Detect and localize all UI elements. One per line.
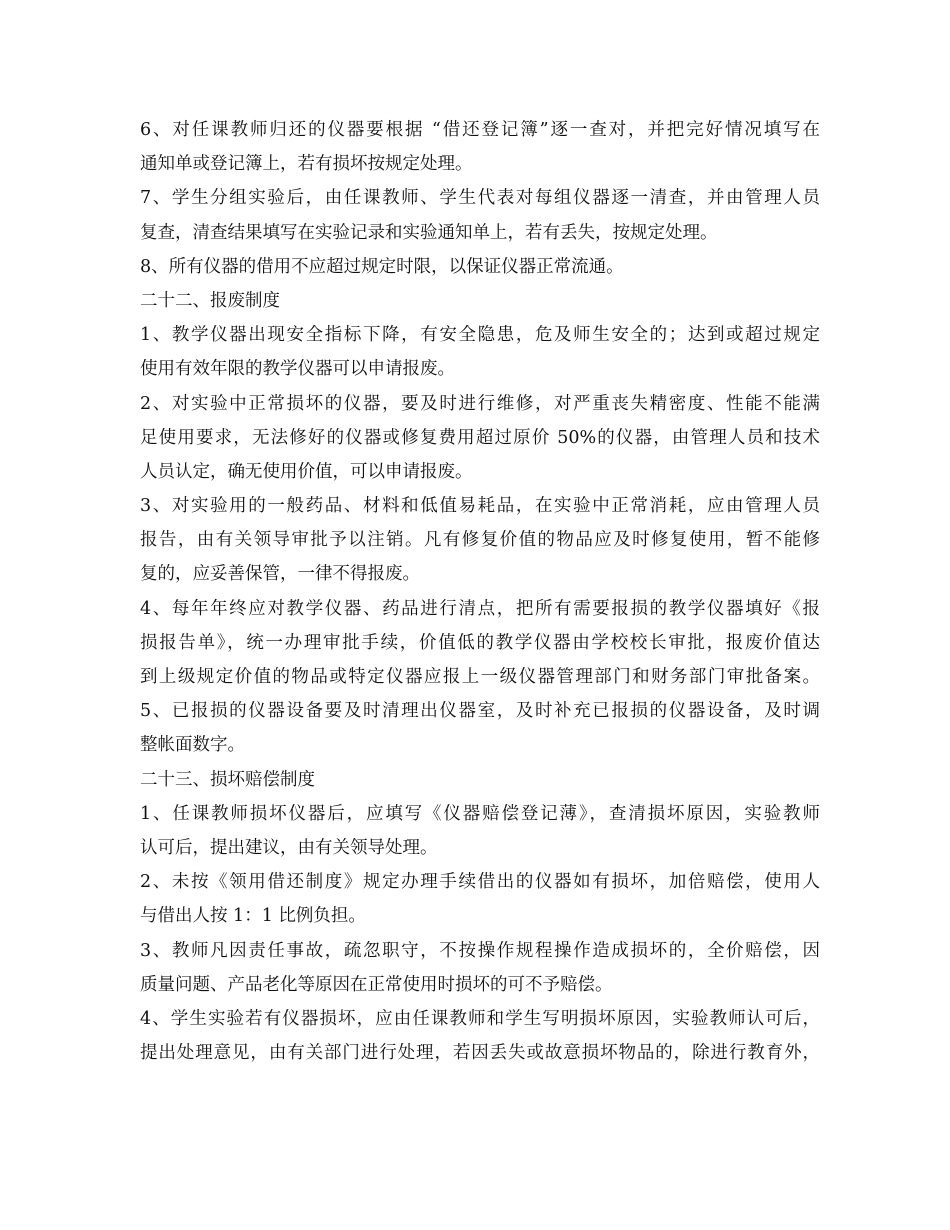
text-line: 到上级规定价值的物品或特定仪器应报上一级仪器管理部门和财务部门审批备案。 (140, 667, 820, 687)
document-body (140, 113, 820, 1070)
text-line: 足使用要求，无法修好的仪器或修复费用超过原价 50%的仪器，由管理人员和技术 (140, 427, 820, 448)
text-line: 报告，由有关领导审批予以注销。凡有修复价值的物品应及时修复使用，暂不能修 (140, 530, 820, 551)
text-line: 7、学生分组实验后，由任课教师、学生代表对每组仪器逐一清查，并由管理人员 (140, 188, 820, 209)
text-line: 提出处理意见，由有关部门进行处理，若因丢失或故意损坏物品的，除进行教育外， (140, 1043, 820, 1064)
text-line: 3、对实验用的一般药品、材料和低值易耗品，在实验中正常消耗，应由管理人员 (140, 496, 820, 517)
text-line: 4、学生实验若有仪器损坏，应由任课教师和学生写明损坏原因，实验教师认可后， (140, 1008, 820, 1029)
text-line: 1、任课教师损坏仪器后，应填写《仪器赔偿登记薄》，查清损坏原因，实验教师 (140, 803, 820, 824)
text-line: 3、教师凡因责任事故，疏忽职守，不按操作规程操作造成损坏的，全价赔偿，因 (140, 940, 820, 961)
text-line: 4、每年年终应对教学仪器、药品进行清点，把所有需要报损的教学仪器填好《报 (140, 598, 820, 619)
text-line: 2、未按《领用借还制度》规定办理手续借出的仪器如有损坏，加倍赔偿，使用人 (140, 872, 820, 893)
text-line: 2、对实验中正常损坏的仪器，要及时进行维修，对严重丧失精密度、性能不能满 (140, 393, 820, 414)
text-line: 认可后，提出建议，由有关领导处理。 (140, 837, 438, 858)
text-line: 二十三、损坏赔偿制度 (140, 769, 315, 790)
text-line: 使用有效年限的教学仪器可以申请报废。 (140, 359, 455, 380)
text-line: 1、教学仪器出现安全指标下降，有安全隐患，危及师生安全的；达到或超过规定 (140, 325, 820, 346)
text-line: 损报告单》，统一办理审批手续，价值低的教学仪器由学校校长审批，报废价值达 (140, 632, 820, 653)
text-line: 二十二、报废制度 (140, 290, 280, 311)
text-line: 5、已报损的仪器设备要及时清理出仪器室，及时补充已报损的仪器设备，及时调 (140, 701, 820, 722)
text-line: 通知单或登记簿上，若有损坏按规定处理。 (140, 154, 473, 175)
text-line: 8、所有仪器的借用不应超过规定时限，以保证仪器正常流通。 (140, 256, 624, 277)
text-line: 与借出人按 1：1 比例负担。 (140, 906, 366, 927)
text-line: 质量问题、产品老化等原因在正常使用时损坏的可不予赔偿。 (140, 974, 613, 995)
text-line: 整帐面数字。 (140, 735, 245, 756)
text-line: 人员认定，确无使用价值，可以申请报废。 (140, 461, 473, 482)
text-line: 复的，应妥善保管，一律不得报废。 (140, 564, 420, 585)
text-line: 复查，清查结果填写在实验记录和实验通知单上，若有丢失，按规定处理。 (140, 222, 718, 243)
text-line: 6、对任课教师归还的仪器要根据 “借还登记簿”逐一查对，并把完好情况填写在 (140, 120, 820, 140)
